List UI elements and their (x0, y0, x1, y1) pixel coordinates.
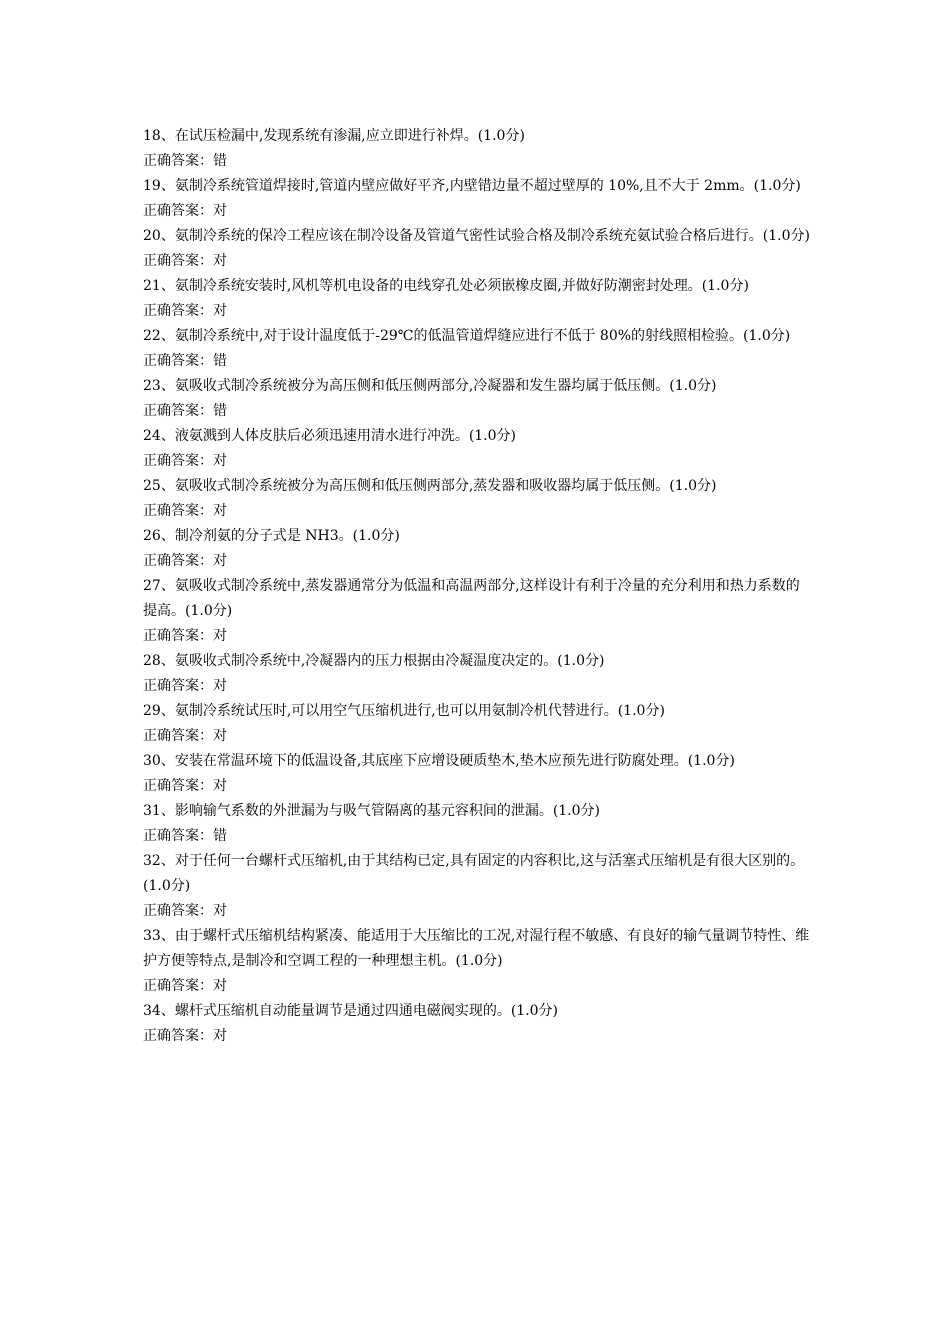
answer-value: 对 (213, 253, 227, 269)
question-text: 21、氨制冷系统安装时,风机等机电设备的电线穿孔处必须嵌橡皮圈,并做好防潮密封处理。(1.0分) (143, 278, 749, 294)
answer-label: 正确答案： (143, 1028, 213, 1044)
question-text: 32、对于任何一台螺杆式压缩机,由于其结构已定,具有固定的内容积比,这与活塞式压缩机是有很大区别的。(1.0分) (143, 853, 805, 894)
answer-line (143, 249, 813, 274)
answer-value: 错 (213, 353, 227, 369)
answer-value: 错 (213, 828, 227, 844)
answer-label: 正确答案： (143, 403, 213, 419)
answer-line (143, 199, 813, 224)
answer-label: 正确答案： (143, 728, 213, 744)
question-text: 20、氨制冷系统的保冷工程应该在制冷设备及管道气密性试验合格及制冷系统充氨试验合格后进行。(1.0分) (143, 228, 811, 244)
question-text: 23、氨吸收式制冷系统被分为高压侧和低压侧两部分,冷凝器和发生器均属于低压侧。(1.0分) (143, 378, 717, 394)
answer-line (143, 349, 813, 374)
question-text: 30、安装在常温环境下的低温设备,其底座下应增设硬质垫木,垫木应预先进行防腐处理。(1.0分) (143, 753, 735, 769)
answer-label: 正确答案： (143, 828, 213, 844)
answer-line (143, 824, 813, 849)
question-text: 33、由于螺杆式压缩机结构紧凑、能适用于大压缩比的工况,对湿行程不敏感、有良好的输气量调节特性、维护方便等特点,是制冷和空调工程的一种理想主机。(1.0分) (143, 928, 810, 969)
answer-value: 错 (213, 153, 227, 169)
question-item (143, 374, 813, 424)
answer-label: 正确答案： (143, 628, 213, 644)
answer-label: 正确答案： (143, 253, 213, 269)
answer-label: 正确答案： (143, 153, 213, 169)
answer-label: 正确答案： (143, 978, 213, 994)
answer-value: 对 (213, 203, 227, 219)
answer-label: 正确答案： (143, 503, 213, 519)
answer-line (143, 624, 813, 649)
answer-value: 错 (213, 403, 227, 419)
question-item (143, 574, 813, 649)
answer-line (143, 549, 813, 574)
answer-line (143, 299, 813, 324)
answer-value: 对 (213, 1028, 227, 1044)
answer-label: 正确答案： (143, 203, 213, 219)
answer-label: 正确答案： (143, 678, 213, 694)
question-item (143, 524, 813, 574)
answer-line (143, 399, 813, 424)
question-item (143, 999, 813, 1049)
answer-value: 对 (213, 503, 227, 519)
document-body (143, 124, 813, 1049)
question-text: 19、氨制冷系统管道焊接时,管道内壁应做好平齐,内壁错边量不超过壁厚的 10%,且不大于 2mm。(1.0分) (143, 178, 801, 194)
question-item (143, 699, 813, 749)
question-item (143, 274, 813, 324)
answer-line (143, 774, 813, 799)
answer-value: 对 (213, 728, 227, 744)
question-item (143, 424, 813, 474)
question-text: 26、制冷剂氨的分子式是 NH3。(1.0分) (143, 528, 400, 544)
answer-label: 正确答案： (143, 903, 213, 919)
answer-label: 正确答案： (143, 778, 213, 794)
answer-line (143, 499, 813, 524)
answer-label: 正确答案： (143, 453, 213, 469)
question-item (143, 124, 813, 174)
answer-line (143, 974, 813, 999)
answer-value: 对 (213, 678, 227, 694)
answer-value: 对 (213, 453, 227, 469)
question-text: 29、氨制冷系统试压时,可以用空气压缩机进行,也可以用氨制冷机代替进行。(1.0分) (143, 703, 665, 719)
question-item (143, 924, 813, 999)
answer-value: 对 (213, 903, 227, 919)
question-text: 31、影响输气系数的外泄漏为与吸气管隔离的基元容积间的泄漏。(1.0分) (143, 803, 601, 819)
question-item (143, 324, 813, 374)
question-item (143, 474, 813, 524)
answer-value: 对 (213, 778, 227, 794)
answer-line (143, 1024, 813, 1049)
question-text: 34、螺杆式压缩机自动能量调节是通过四通电磁阀实现的。(1.0分) (143, 1003, 559, 1019)
question-text: 25、氨吸收式制冷系统被分为高压侧和低压侧两部分,蒸发器和吸收器均属于低压侧。(1.0分) (143, 478, 717, 494)
answer-label: 正确答案： (143, 353, 213, 369)
answer-line (143, 674, 813, 699)
answer-value: 对 (213, 628, 227, 644)
answer-line (143, 449, 813, 474)
question-item (143, 849, 813, 924)
answer-value: 对 (213, 303, 227, 319)
answer-line (143, 149, 813, 174)
answer-label: 正确答案： (143, 553, 213, 569)
question-item (143, 174, 813, 224)
question-item (143, 224, 813, 274)
question-item (143, 799, 813, 849)
question-text: 27、氨吸收式制冷系统中,蒸发器通常分为低温和高温两部分,这样设计有利于冷量的充分利用和热力系数的提高。(1.0分) (143, 578, 800, 619)
question-item (143, 649, 813, 699)
question-item (143, 749, 813, 799)
answer-value: 对 (213, 553, 227, 569)
answer-value: 对 (213, 978, 227, 994)
question-text: 24、液氨溅到人体皮肤后必须迅速用清水进行冲洗。(1.0分) (143, 428, 517, 444)
question-text: 28、氨吸收式制冷系统中,冷凝器内的压力根据由冷凝温度决定的。(1.0分) (143, 653, 605, 669)
answer-label: 正确答案： (143, 303, 213, 319)
question-text: 18、在试压检漏中,发现系统有渗漏,应立即进行补焊。(1.0分) (143, 128, 525, 144)
answer-line (143, 899, 813, 924)
answer-line (143, 724, 813, 749)
question-text: 22、氨制冷系统中,对于设计温度低于-29℃的低温管道焊缝应进行不低于 80%的射线照相检验。(1.0分) (143, 328, 791, 344)
